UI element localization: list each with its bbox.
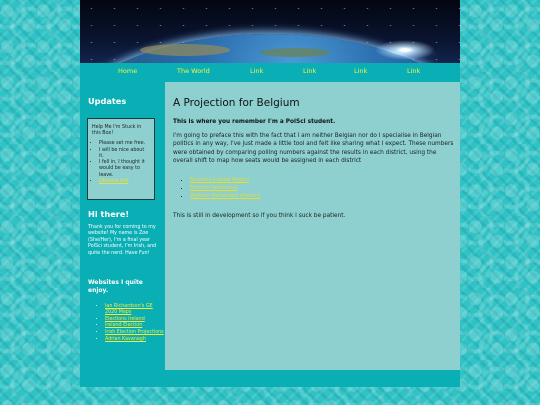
link-walloon-parliament[interactable]: Walloon Parliament (French) [190, 192, 261, 199]
website-link-ian-richardson[interactable]: Ian Richardson's GE 2020 Maps [105, 304, 153, 315]
page-frame [80, 0, 460, 387]
page-title: A Projection for Belgium [173, 97, 300, 109]
nav-link-2[interactable]: Link [303, 67, 317, 75]
continent-shape [260, 48, 330, 57]
nav-link-1[interactable]: Link [250, 67, 264, 75]
sun-flare [375, 40, 435, 60]
box-link[interactable]: Obvious link [99, 178, 129, 184]
box-item: • Please set me free. [99, 141, 150, 147]
list-item [105, 337, 165, 343]
sidebar [80, 80, 164, 370]
list-item [105, 323, 165, 329]
website-link-irish-election-projections[interactable]: Irish Election Projections [105, 330, 164, 335]
intro-text: Thank you for coming to my website! My name is Zoe (She/Her), I'm a final year PolSci student, I'm Irish, and quite the nerd. Have Fun! [88, 225, 157, 256]
footer-band [80, 370, 460, 387]
projection-links [183, 177, 260, 200]
link-brussels-capital-region[interactable]: Brussels-Capital Region [190, 177, 249, 183]
box-intro: Help Me I'm Stuck in this Box! [92, 125, 142, 137]
website-link-elections-ireland[interactable]: Elections Ireland [105, 316, 145, 322]
development-note: This is still in development so if you think I suck be patient. [173, 213, 346, 219]
link-flemish-parliament[interactable]: Flemish Parliament [190, 184, 238, 191]
list-item [190, 177, 260, 185]
box-item: • I fell in, I thought it would be easy to leave. [99, 160, 150, 179]
updates-heading: Updates [88, 96, 127, 106]
website-link-adrian-kavanagh[interactable]: Adrian Kavanagh [105, 336, 146, 342]
list-item [190, 185, 260, 193]
nav-home[interactable]: Home [118, 67, 138, 75]
nav-link-3[interactable]: Link [354, 67, 368, 75]
box-item [99, 179, 150, 185]
websites-heading: Websites I quite enjoy. [88, 279, 143, 294]
website-link-ireland-election[interactable]: Ireland Election [105, 323, 143, 329]
list-item [190, 193, 260, 201]
list-item [105, 330, 165, 336]
nav-bar [80, 63, 460, 80]
websites-list [98, 304, 165, 344]
nav-the-world[interactable]: The World [177, 67, 210, 75]
stuck-box [87, 118, 155, 200]
box-list [92, 141, 150, 185]
box-item: • I will be nice about it. [99, 148, 150, 160]
continent-shape [140, 44, 230, 56]
list-item [105, 304, 165, 316]
body-paragraph: I'm going to preface this with the fact that I am neither Belgian nor do I specialise in Belgian politics in any way, I've just made a little tool and felt like sharing what I expect. These numbers were obtained by comparing polling numbers against the results in each district, using the overall shift to map how seats would be assigned in each district [173, 133, 454, 165]
lead-text: This is where you remember I'm a PolSci student. [173, 119, 336, 125]
earth-banner [80, 0, 460, 63]
hi-there-heading: Hi there! [88, 209, 130, 219]
main-content [165, 82, 460, 370]
nav-link-4[interactable]: Link [407, 67, 421, 75]
list-item [105, 317, 165, 323]
